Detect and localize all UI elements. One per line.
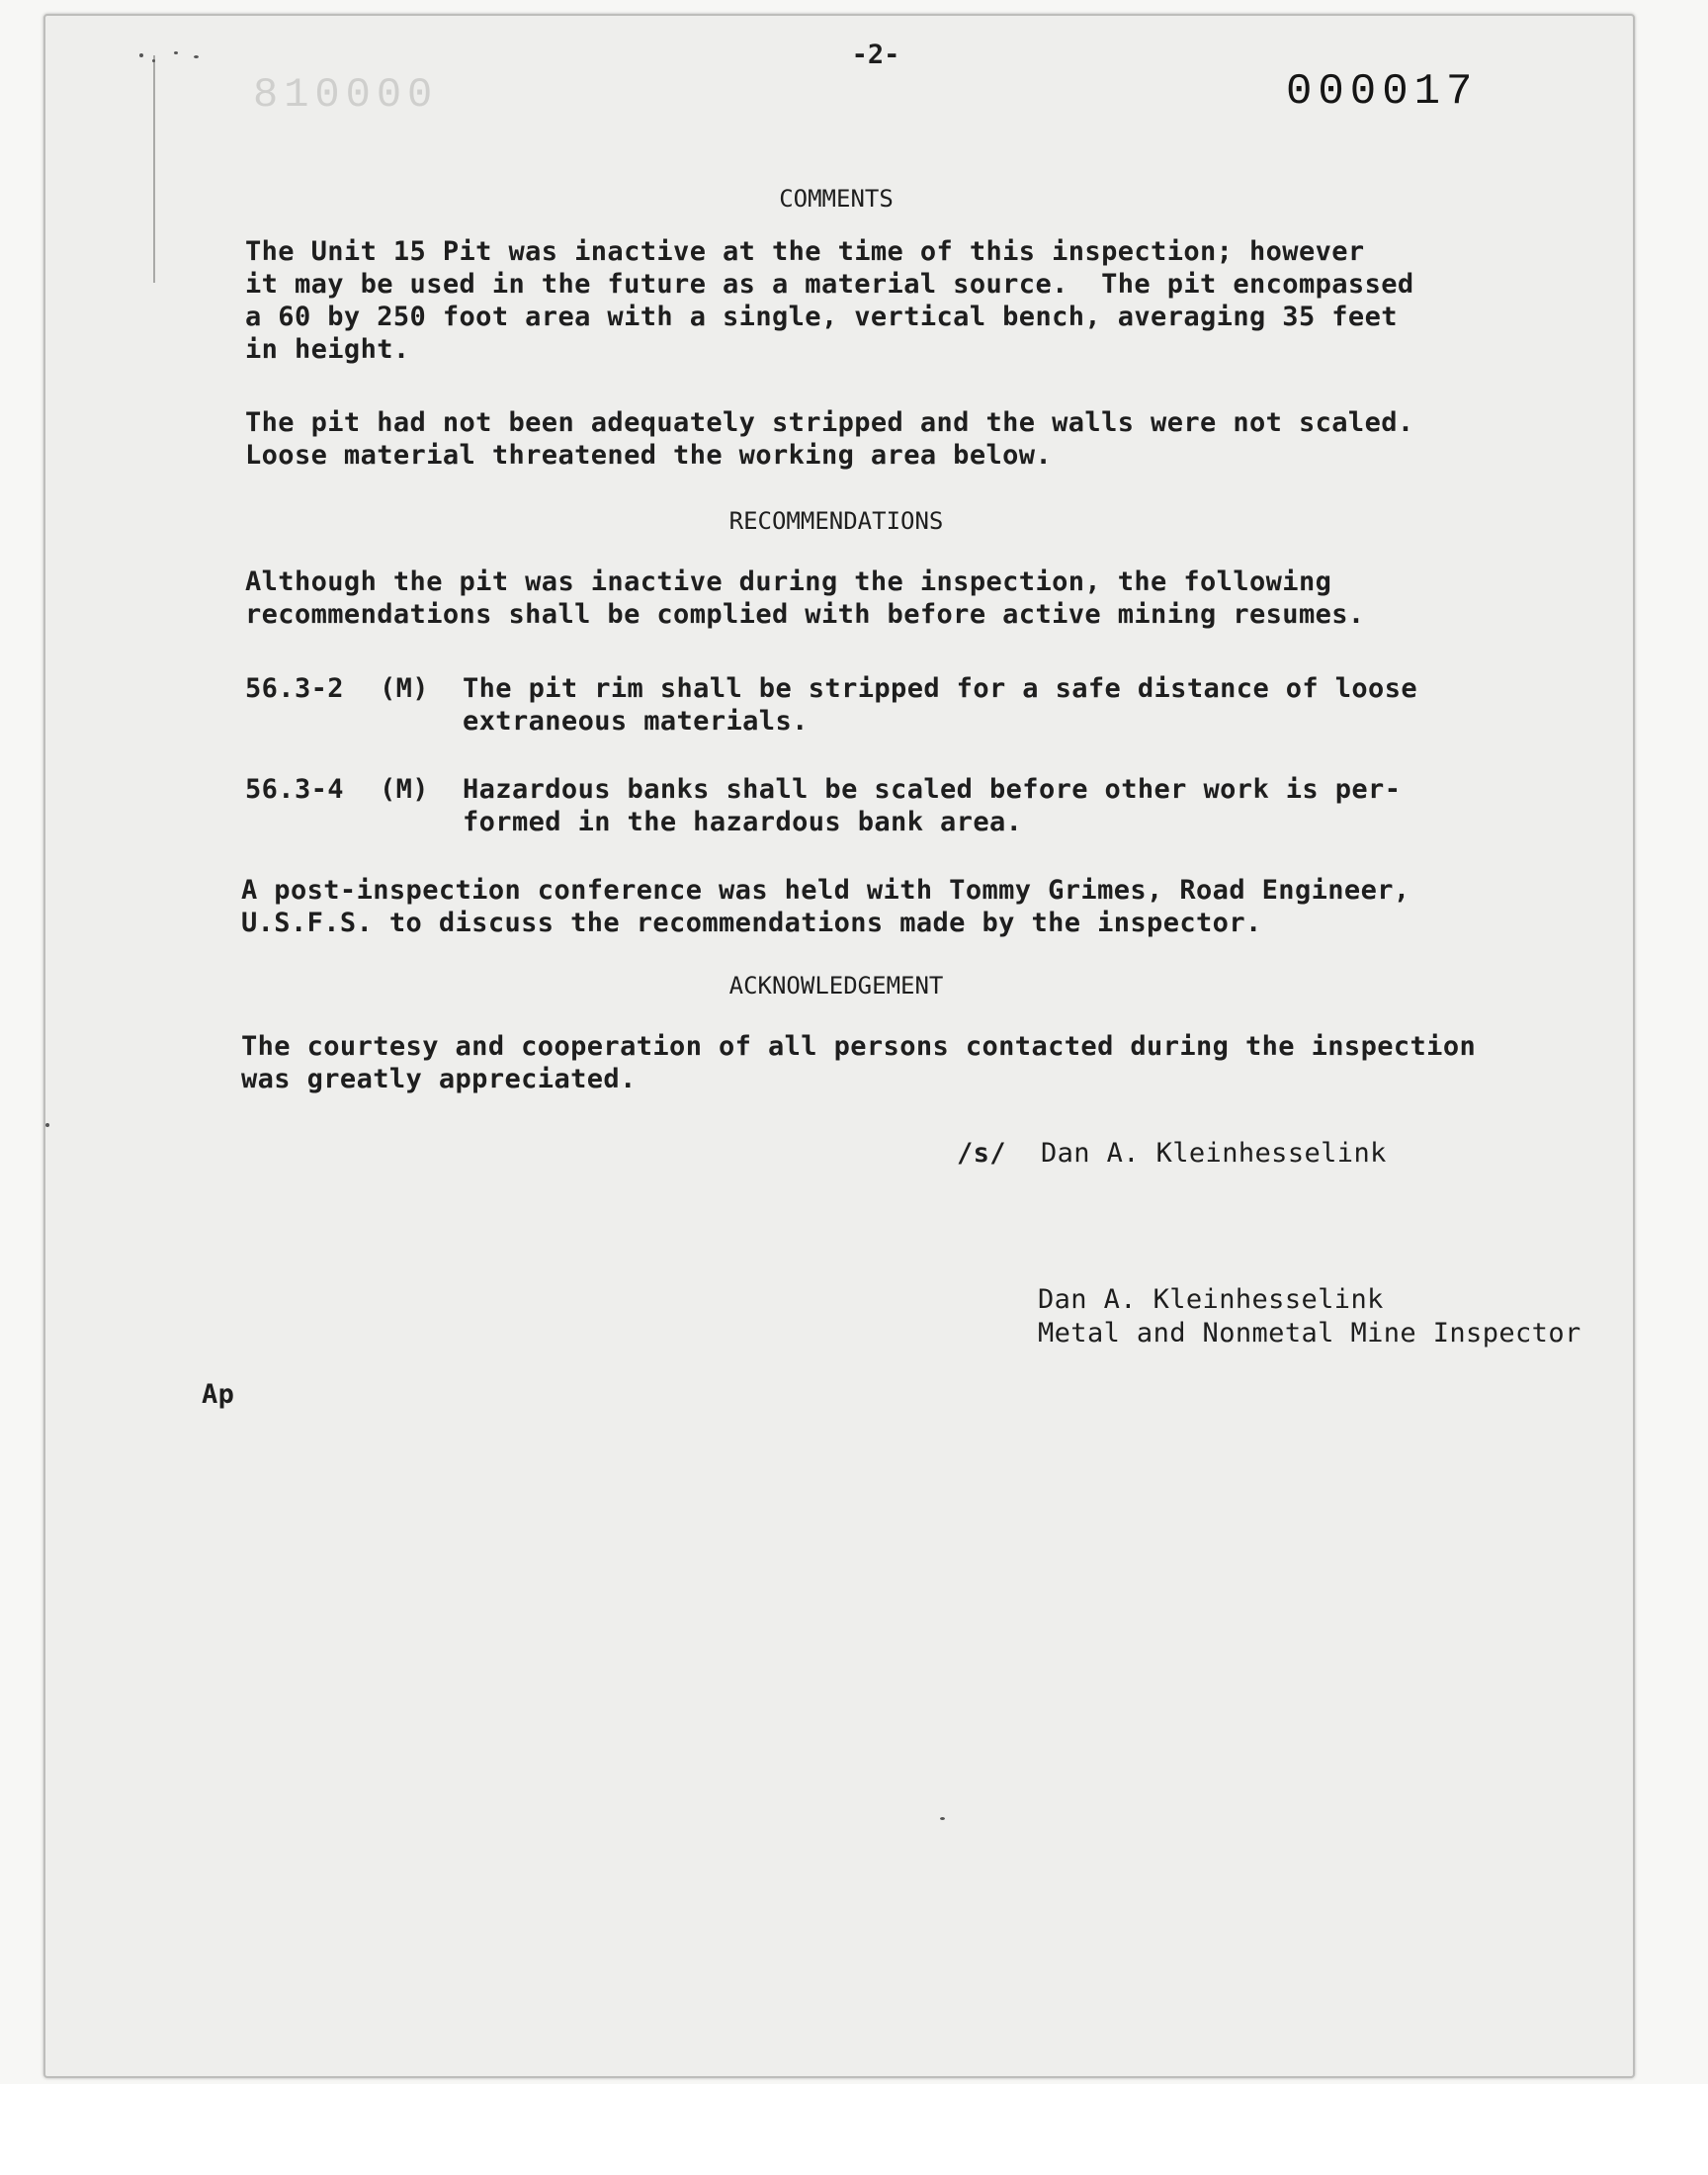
recommendation-text-line-1: Hazardous banks shall be scaled before other work is per- bbox=[463, 774, 1402, 805]
scan-speck bbox=[152, 59, 155, 62]
acknowledgement-heading: ACKNOWLEDGEMENT bbox=[728, 972, 944, 1000]
comments-paragraph-2-line-1: The pit had not been adequately stripped and the walls were not scaled. bbox=[245, 407, 1414, 438]
scan-speck bbox=[45, 1123, 49, 1127]
signed-name: Dan A. Kleinhesselink bbox=[1041, 1138, 1387, 1169]
bleedthrough-number: 810000 bbox=[253, 71, 439, 119]
conference-line-2: U.S.F.S. to discuss the recommendations made by the inspector. bbox=[241, 908, 1262, 938]
scan-speck bbox=[940, 1817, 945, 1820]
comments-paragraph-1-line-4: in height. bbox=[245, 334, 410, 365]
recommendation-type: (M) bbox=[380, 673, 429, 704]
document-sheet bbox=[43, 14, 1635, 2078]
recommendation-type: (M) bbox=[380, 774, 429, 805]
recommendation-text-line-2: extraneous materials. bbox=[463, 706, 809, 737]
scan-speck bbox=[139, 53, 143, 57]
recommendation-code: 56.3-2 bbox=[245, 673, 344, 704]
inspector-title: Metal and Nonmetal Mine Inspector bbox=[1038, 1318, 1581, 1348]
acknowledgement-line-1: The courtesy and cooperation of all persons contacted during the inspection bbox=[241, 1031, 1477, 1062]
scanner-bottom-margin bbox=[0, 2084, 1708, 2175]
recommendations-intro-line-1: Although the pit was inactive during the inspection, the following bbox=[245, 566, 1332, 597]
comments-heading: COMMENTS bbox=[779, 185, 894, 213]
recommendation-code: 56.3-4 bbox=[245, 774, 344, 805]
scan-speck bbox=[174, 51, 178, 54]
recommendations-intro-line-2: recommendations shall be complied with before active mining resumes. bbox=[245, 599, 1365, 630]
comments-paragraph-1-line-1: The Unit 15 Pit was inactive at the time of this inspection; however bbox=[245, 236, 1365, 267]
inspector-name: Dan A. Kleinhesselink bbox=[1038, 1284, 1384, 1315]
acknowledgement-line-2: was greatly appreciated. bbox=[241, 1064, 637, 1094]
comments-paragraph-1-line-2: it may be used in the future as a material source. The pit encompassed bbox=[245, 269, 1414, 300]
page-number: -2- bbox=[851, 40, 900, 70]
recommendation-text-line-1: The pit rim shall be stripped for a safe distance of loose bbox=[463, 673, 1418, 704]
margin-rule bbox=[153, 55, 155, 283]
typist-initials: Ap bbox=[202, 1379, 235, 1410]
recommendations-heading: RECOMMENDATIONS bbox=[728, 507, 944, 535]
document-number-stamp: 000017 bbox=[1286, 67, 1479, 117]
signature-mark: /s/ bbox=[957, 1138, 1006, 1169]
scan-speck bbox=[194, 55, 199, 58]
comments-paragraph-2-line-2: Loose material threatened the working area below. bbox=[245, 440, 1053, 471]
conference-line-1: A post-inspection conference was held with Tommy Grimes, Road Engineer, bbox=[241, 875, 1410, 906]
recommendation-text-line-2: formed in the hazardous bank area. bbox=[463, 807, 1023, 837]
comments-paragraph-1-line-3: a 60 by 250 foot area with a single, vertical bench, averaging 35 feet bbox=[245, 302, 1398, 332]
